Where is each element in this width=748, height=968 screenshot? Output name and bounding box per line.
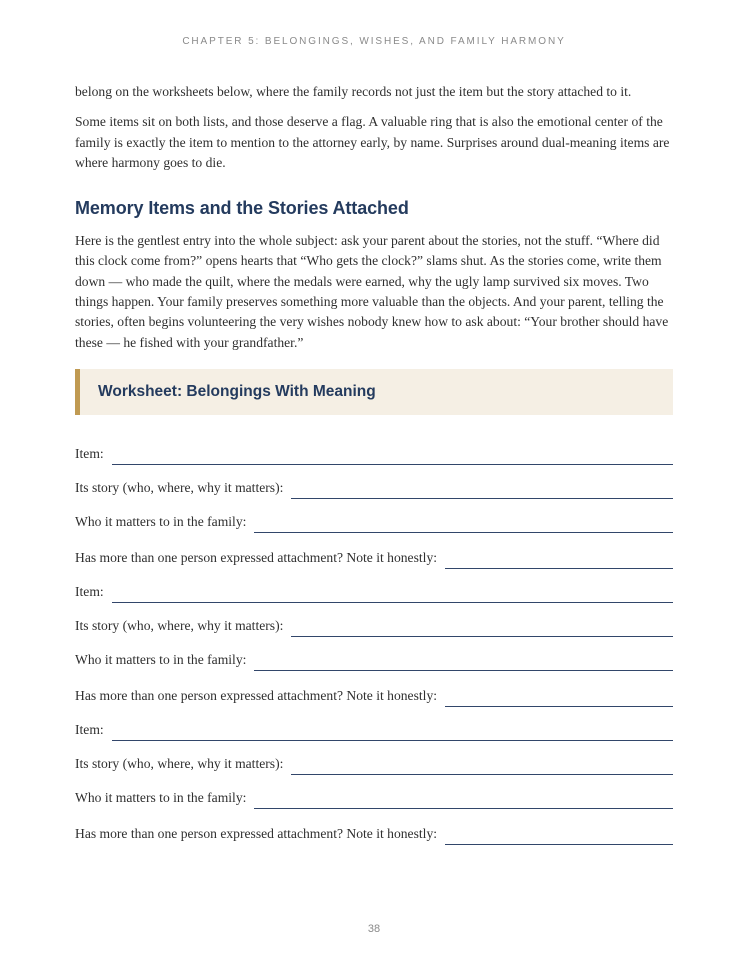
item-field	[75, 569, 673, 603]
item-field	[75, 707, 673, 741]
section-heading: Memory Items and the Stories Attached	[75, 198, 409, 219]
story-write-line[interactable]	[291, 498, 673, 499]
item-label: Item:	[75, 583, 104, 599]
who-write-line[interactable]	[254, 532, 673, 533]
item-label: Item:	[75, 445, 104, 461]
story-field	[75, 465, 673, 499]
attachment-write-line[interactable]	[445, 844, 673, 845]
body-paragraph: belong on the worksheets below, where the family records not just the item but the story attached to it.	[75, 84, 632, 99]
who-field	[75, 637, 673, 671]
story-label: Its story (who, where, why it matters):	[75, 479, 284, 495]
attachment-field	[75, 533, 673, 569]
who-label: Who it matters to in the family:	[75, 651, 247, 667]
attachment-label: Has more than one person expressed attachment? Note it honestly:	[75, 825, 438, 841]
page-content	[75, 82, 673, 845]
story-label: Its story (who, where, why it matters):	[75, 755, 284, 771]
who-label: Who it matters to in the family:	[75, 789, 247, 805]
running-header: CHAPTER 5: BELONGINGS, WISHES, AND FAMILY HARMONY	[182, 36, 566, 47]
who-field	[75, 499, 673, 533]
item-label: Item:	[75, 721, 104, 737]
body-paragraph: Some items sit on both lists, and those deserve a flag. A valuable ring that is also the emotional center of the family is exactly the item to mention to the attorney early, by name. Surprises around dual-meaning items are where harmony goes to die.	[75, 114, 670, 170]
attachment-label: Has more than one person expressed attachment? Note it honestly:	[75, 549, 438, 565]
worksheet-callout	[75, 369, 673, 415]
story-field	[75, 741, 673, 775]
who-field	[75, 775, 673, 809]
story-write-line[interactable]	[291, 774, 673, 775]
story-label: Its story (who, where, why it matters):	[75, 617, 284, 633]
worksheet-title: Worksheet: Belongings With Meaning	[98, 382, 376, 400]
attachment-write-line[interactable]	[445, 568, 673, 569]
item-field	[75, 431, 673, 465]
attachment-field	[75, 809, 673, 845]
section-paragraph: Here is the gentlest entry into the whole subject: ask your parent about the stories, not the stuff. “Where did this clock come from?” opens hearts that “Who gets the clock?” slams shut. As the stories come, write them down — who made the quilt, where the medals were earned, why the ugly lamp survived six moves. Two things happen. Your family preserves something more valuable than the objects. And your parent, telling the stories, often begins volunteering the very wishes nobody knew how to ask about: “Your brother should have these — he fished with your grandfather.”	[75, 233, 669, 350]
item-write-line[interactable]	[112, 602, 673, 603]
story-write-line[interactable]	[291, 636, 673, 637]
attachment-field	[75, 671, 673, 707]
attachment-write-line[interactable]	[445, 706, 673, 707]
who-label: Who it matters to in the family:	[75, 513, 247, 529]
worksheet-fields	[75, 431, 673, 845]
page-number: 38	[367, 923, 381, 935]
who-write-line[interactable]	[254, 808, 673, 809]
story-field	[75, 603, 673, 637]
attachment-label: Has more than one person expressed attachment? Note it honestly:	[75, 687, 438, 703]
item-write-line[interactable]	[112, 740, 673, 741]
who-write-line[interactable]	[254, 670, 673, 671]
item-write-line[interactable]	[112, 464, 673, 465]
